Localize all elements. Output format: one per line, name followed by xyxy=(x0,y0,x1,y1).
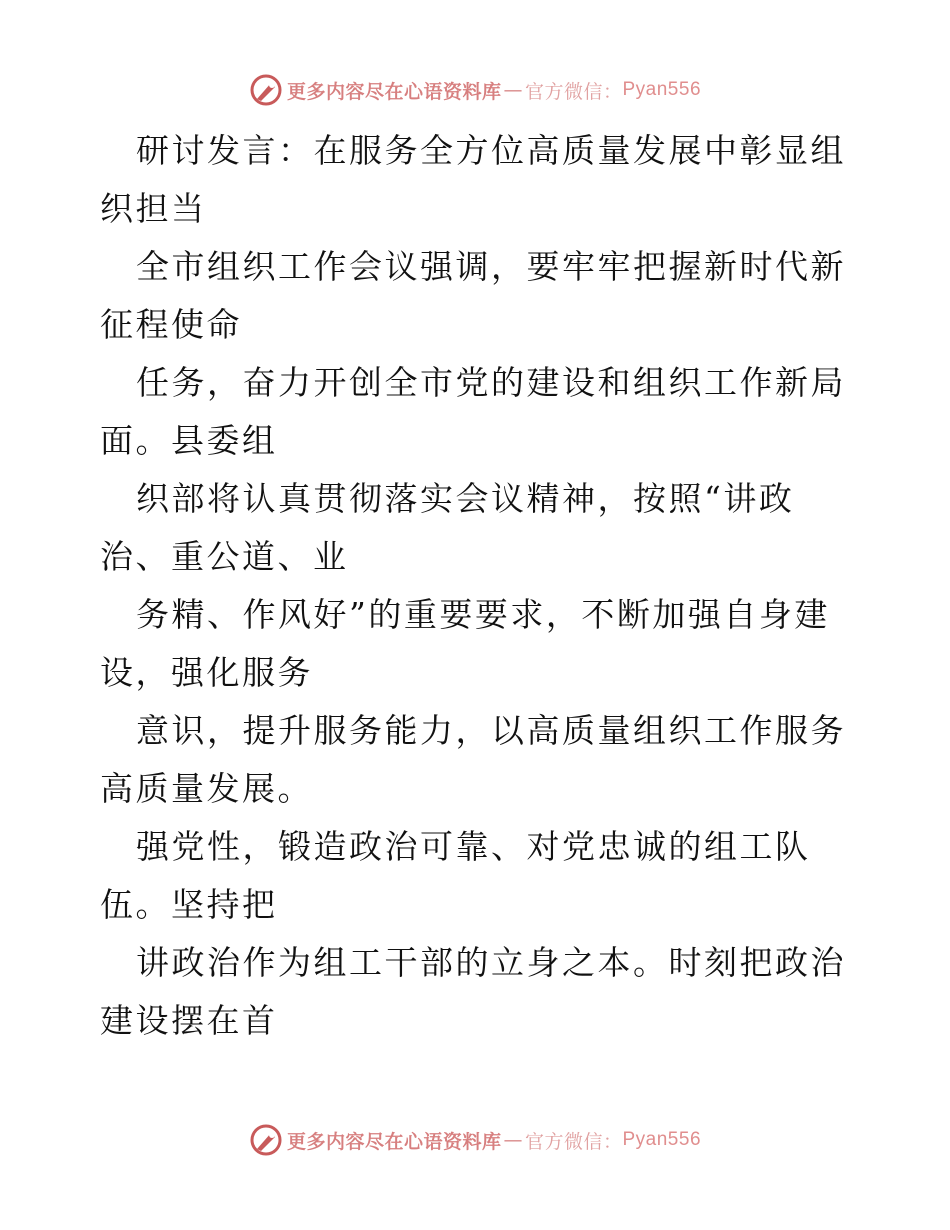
watermark-brand: 更多内容尽在心语资料库 xyxy=(286,1130,502,1153)
watermark-account: Pyan556 xyxy=(622,1129,702,1150)
pen-logo-icon xyxy=(249,1123,283,1157)
paragraph: 务精、作风好”的重要要求，不断加强自身建设，强化服务 xyxy=(100,595,830,692)
paragraph: 任务，奋力开创全市党的建设和组织工作新局面。县委组 xyxy=(100,363,846,460)
header-watermark xyxy=(0,70,950,110)
watermark-brand: 更多内容尽在心语资料库 xyxy=(286,80,502,103)
footer-watermark xyxy=(0,1120,950,1160)
paragraph: 讲政治作为组工干部的立身之本。时刻把政治建设摆在首 xyxy=(100,943,846,1040)
watermark-dash: — xyxy=(503,79,523,101)
document-body xyxy=(100,122,860,1050)
paragraph: 全市组织工作会议强调，要牢牢把握新时代新征程使命 xyxy=(100,247,846,344)
paragraph: 研讨发言：在服务全方位高质量发展中彰显组织担当 xyxy=(100,131,846,228)
paragraph: 织部将认真贯彻落实会议精神，按照“讲政治、重公道、业 xyxy=(100,479,795,576)
watermark-dash: — xyxy=(503,1129,523,1151)
paragraph: 强党性，锻造政治可靠、对党忠诚的组工队伍。坚持把 xyxy=(100,827,811,924)
watermark-account: Pyan556 xyxy=(622,79,702,100)
watermark-wechat-label: 官方微信： xyxy=(524,1130,623,1153)
watermark-wechat-label: 官方微信： xyxy=(524,80,623,103)
pen-logo-icon xyxy=(249,73,283,107)
paragraph: 意识，提升服务能力，以高质量组织工作服务高质量发展。 xyxy=(100,711,846,808)
